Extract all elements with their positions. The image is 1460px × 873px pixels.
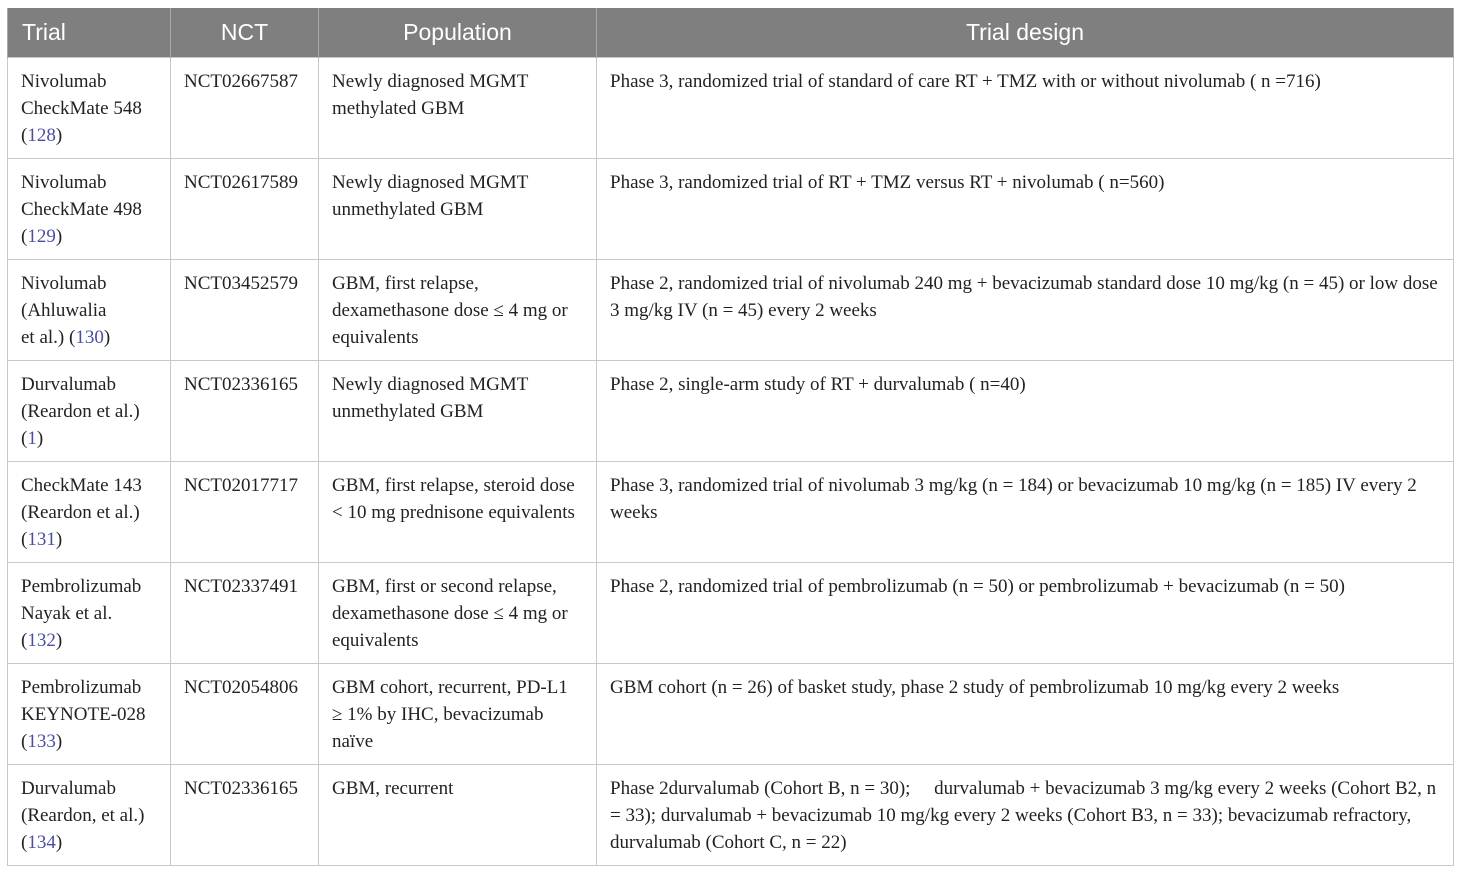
reference-link[interactable]: 131 bbox=[27, 529, 56, 550]
reference-prefix: ( bbox=[21, 630, 28, 651]
cell-trial-design: GBM cohort (n = 26) of basket study, phase 2 study of pembrolizumab 10 mg/kg every 2 weeks bbox=[597, 664, 1454, 765]
table-row bbox=[8, 260, 1454, 361]
reference-prefix: ( bbox=[21, 731, 28, 752]
trial-reference-line bbox=[21, 223, 157, 250]
cell-trial-design: Phase 3, randomized trial of nivolumab 3 mg/kg (n = 184) or bevacizumab 10 mg/kg (n = 185) IV every 2 weeks bbox=[597, 462, 1454, 563]
cell-nct: NCT03452579 bbox=[171, 260, 319, 361]
reference-prefix: et al.) ( bbox=[21, 327, 76, 348]
trial-reference-line bbox=[21, 627, 157, 654]
cell-nct: NCT02667587 bbox=[171, 58, 319, 159]
trial-name-line: (Reardon et al.) bbox=[21, 502, 140, 523]
reference-suffix: ) bbox=[55, 529, 63, 550]
reference-prefix: ( bbox=[21, 125, 28, 146]
cell-population: GBM, first relapse, steroid dose < 10 mg prednisone equivalents bbox=[319, 462, 597, 563]
header-nct: NCT bbox=[171, 8, 319, 58]
table-header bbox=[8, 8, 1454, 58]
header-trial-design: Trial design bbox=[597, 8, 1454, 58]
trial-name-line: (Reardon, et al.) bbox=[21, 805, 145, 826]
trial-name-line: Nivolumab bbox=[21, 172, 107, 193]
cell-nct: NCT02017717 bbox=[171, 462, 319, 563]
trial-name-line: CheckMate 498 bbox=[21, 199, 142, 220]
trial-name-line: CheckMate 143 bbox=[21, 475, 142, 496]
trial-name-line: Nivolumab bbox=[21, 71, 107, 92]
trial-name-line: (Ahluwalia bbox=[21, 300, 107, 321]
trial-name-line: KEYNOTE-028 bbox=[21, 704, 146, 725]
cell-population: GBM, recurrent bbox=[319, 765, 597, 866]
reference-link[interactable]: 134 bbox=[27, 832, 56, 853]
table-body bbox=[8, 58, 1454, 866]
cell-trial bbox=[8, 765, 171, 866]
cell-population: GBM, first relapse, dexamethasone dose ≤ 4 mg or equivalents bbox=[319, 260, 597, 361]
header-trial: Trial bbox=[8, 8, 171, 58]
cell-population: GBM cohort, recurrent, PD-L1 ≥ 1% by IHC, bevacizumab naïve bbox=[319, 664, 597, 765]
table-row bbox=[8, 58, 1454, 159]
reference-suffix: ) bbox=[36, 428, 44, 449]
trial-name-line: Pembrolizumab bbox=[21, 576, 142, 597]
reference-prefix: ( bbox=[21, 226, 28, 247]
table-row bbox=[8, 765, 1454, 866]
trial-name-line: Durvalumab bbox=[21, 778, 116, 799]
reference-link[interactable]: 129 bbox=[27, 226, 56, 247]
reference-suffix: ) bbox=[55, 125, 63, 146]
cell-nct: NCT02336165 bbox=[171, 361, 319, 462]
trial-name-line: Nivolumab bbox=[21, 273, 107, 294]
trial-name-line: (Reardon et al.) bbox=[21, 401, 140, 422]
table-row bbox=[8, 563, 1454, 664]
table-row bbox=[8, 462, 1454, 563]
cell-trial-design: Phase 3, randomized trial of RT + TMZ versus RT + nivolumab ( n=560) bbox=[597, 159, 1454, 260]
cell-population: GBM, first or second relapse, dexamethasone dose ≤ 4 mg or equivalents bbox=[319, 563, 597, 664]
header-row bbox=[8, 8, 1454, 58]
cell-trial bbox=[8, 664, 171, 765]
cell-population: Newly diagnosed MGMT methylated GBM bbox=[319, 58, 597, 159]
reference-prefix: ( bbox=[21, 529, 28, 550]
cell-population: Newly diagnosed MGMT unmethylated GBM bbox=[319, 159, 597, 260]
trial-name-line: CheckMate 548 bbox=[21, 98, 142, 119]
cell-nct: NCT02336165 bbox=[171, 765, 319, 866]
reference-suffix: ) bbox=[103, 327, 111, 348]
reference-suffix: ) bbox=[55, 630, 63, 651]
cell-trial-design: Phase 2, randomized trial of nivolumab 240 mg + bevacizumab standard dose 10 mg/kg (n = 45) or low dose 3 mg/kg IV (n = 45) every 2 weeks bbox=[597, 260, 1454, 361]
reference-link[interactable]: 130 bbox=[75, 327, 104, 348]
trial-reference-line bbox=[21, 425, 157, 452]
cell-trial-design: Phase 2durvalumab (Cohort B, n = 30); durvalumab + bevacizumab 3 mg/kg every 2 weeks (Cohort B2, n = 33); durvalumab + bevacizumab 10 mg/kg every 2 weeks (Cohort B3, n = 33); bevacizumab refractory, durvalumab (Cohort C, n = 22) bbox=[597, 765, 1454, 866]
cell-trial-design: Phase 2, single-arm study of RT + durvalumab ( n=40) bbox=[597, 361, 1454, 462]
reference-link[interactable]: 128 bbox=[27, 125, 56, 146]
reference-prefix: ( bbox=[21, 428, 28, 449]
reference-suffix: ) bbox=[55, 832, 63, 853]
header-population: Population bbox=[319, 8, 597, 58]
trial-reference-line bbox=[21, 324, 157, 351]
trial-reference-line bbox=[21, 526, 157, 553]
table-row bbox=[8, 664, 1454, 765]
cell-trial bbox=[8, 361, 171, 462]
trial-name-line: Durvalumab bbox=[21, 374, 116, 395]
cell-trial bbox=[8, 159, 171, 260]
trial-name-line: Nayak et al. bbox=[21, 603, 113, 624]
cell-nct: NCT02054806 bbox=[171, 664, 319, 765]
cell-trial bbox=[8, 260, 171, 361]
reference-link[interactable]: 133 bbox=[27, 731, 56, 752]
cell-trial-design: Phase 2, randomized trial of pembrolizumab (n = 50) or pembrolizumab + bevacizumab (n = 50) bbox=[597, 563, 1454, 664]
clinical-trials-table-container bbox=[7, 8, 1453, 866]
trial-reference-line bbox=[21, 728, 157, 755]
reference-suffix: ) bbox=[55, 226, 63, 247]
cell-nct: NCT02337491 bbox=[171, 563, 319, 664]
reference-link[interactable]: 1 bbox=[27, 428, 37, 449]
cell-nct: NCT02617589 bbox=[171, 159, 319, 260]
reference-link[interactable]: 132 bbox=[27, 630, 56, 651]
trial-reference-line bbox=[21, 829, 157, 856]
cell-trial bbox=[8, 462, 171, 563]
cell-trial bbox=[8, 563, 171, 664]
trial-reference-line bbox=[21, 122, 157, 149]
trial-name-line: Pembrolizumab bbox=[21, 677, 142, 698]
table-row bbox=[8, 361, 1454, 462]
cell-trial bbox=[8, 58, 171, 159]
cell-population: Newly diagnosed MGMT unmethylated GBM bbox=[319, 361, 597, 462]
reference-suffix: ) bbox=[55, 731, 63, 752]
table-row bbox=[8, 159, 1454, 260]
clinical-trials-table bbox=[7, 8, 1454, 866]
reference-prefix: ( bbox=[21, 832, 28, 853]
cell-trial-design: Phase 3, randomized trial of standard of care RT + TMZ with or without nivolumab ( n =716) bbox=[597, 58, 1454, 159]
